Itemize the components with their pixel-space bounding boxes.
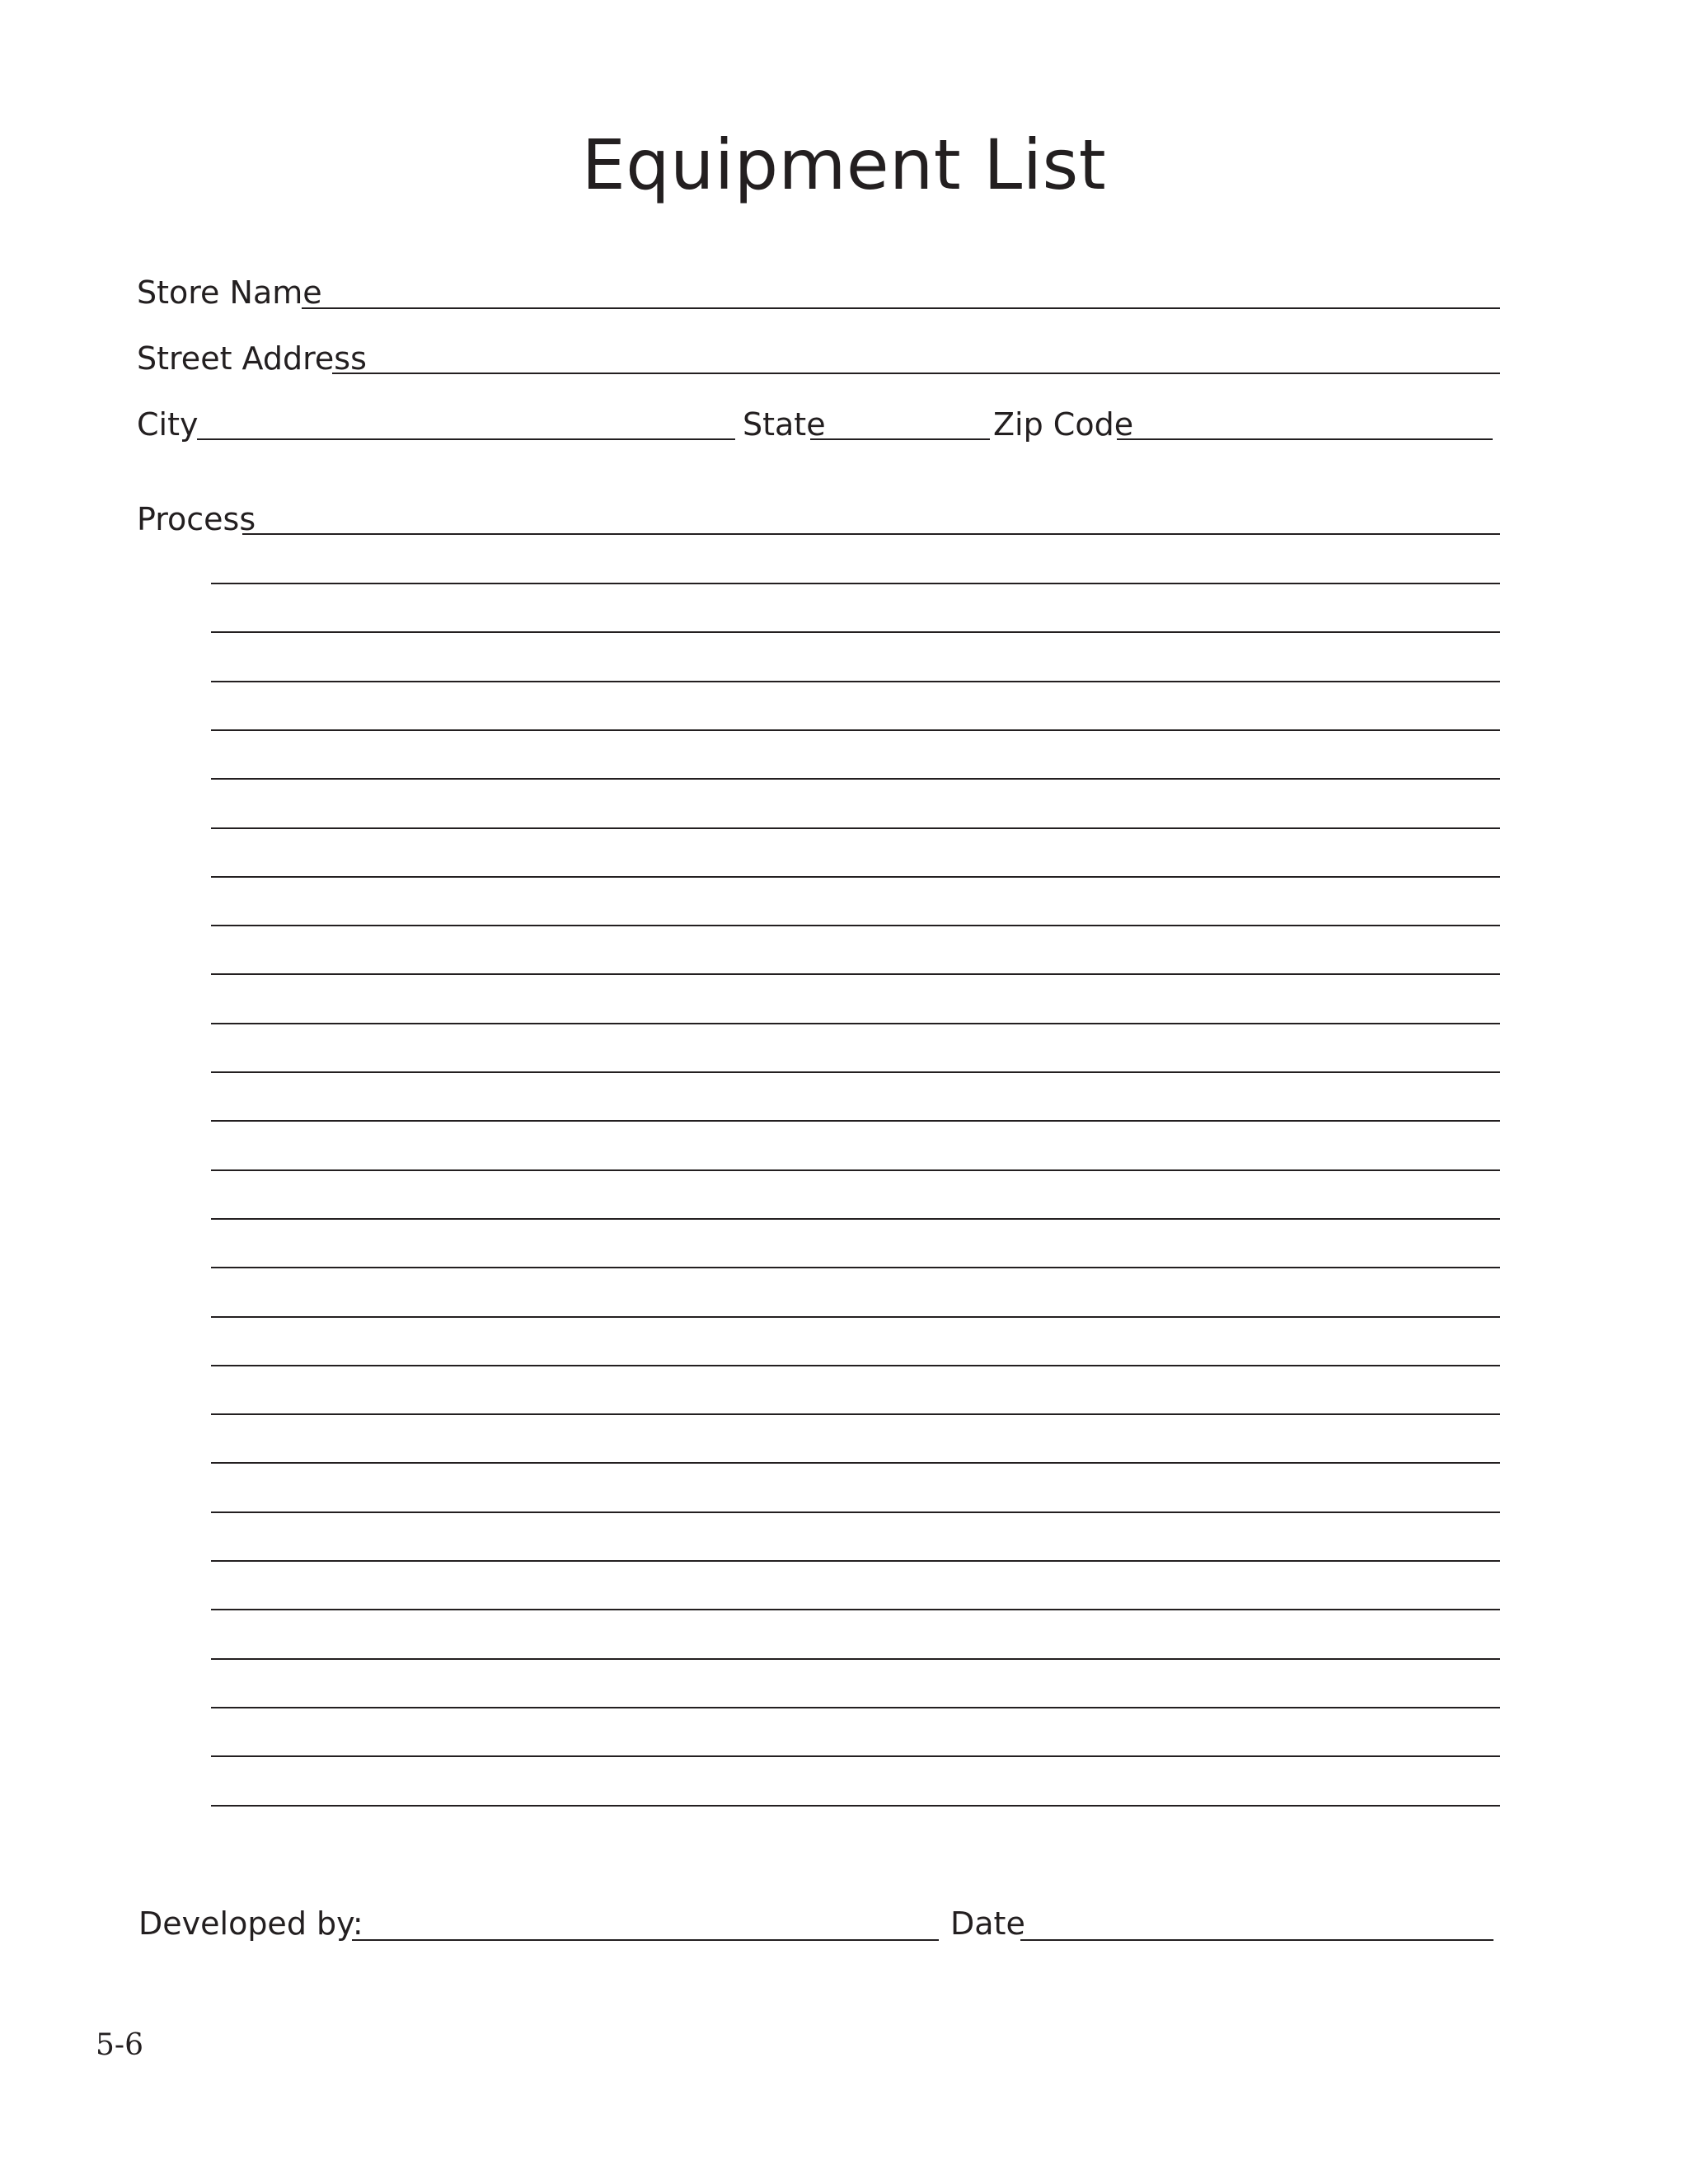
process-line-field[interactable]: [213, 1723, 1498, 1756]
process-line: [211, 1267, 1500, 1268]
process-line: [211, 1413, 1500, 1415]
process-line: [211, 1609, 1500, 1610]
process-line-field[interactable]: [213, 649, 1498, 682]
process-line-field[interactable]: [213, 1039, 1498, 1072]
date-field[interactable]: [1022, 1907, 1492, 1940]
process-line-field[interactable]: [213, 1088, 1498, 1121]
process-line: [211, 1218, 1500, 1220]
process-field[interactable]: [244, 502, 1498, 535]
process-line: [211, 1071, 1500, 1073]
process-line-field[interactable]: [213, 599, 1498, 632]
process-line: [211, 1511, 1500, 1513]
process-line: [211, 1658, 1500, 1660]
process-line-field[interactable]: [213, 697, 1498, 730]
process-underline: [242, 533, 1500, 535]
developed-by-label: Developed by:: [138, 1905, 363, 1942]
developed-by-underline: [352, 1939, 939, 1941]
process-line: [211, 631, 1500, 633]
city-field[interactable]: [199, 407, 734, 440]
process-line-field[interactable]: [213, 991, 1498, 1024]
street-address-label: Street Address: [137, 340, 367, 377]
process-line-field[interactable]: [213, 1235, 1498, 1268]
process-line-field[interactable]: [213, 795, 1498, 828]
process-line: [211, 729, 1500, 731]
store-name-underline: [302, 307, 1500, 309]
process-line-field[interactable]: [213, 1528, 1498, 1561]
process-line-field[interactable]: [213, 1577, 1498, 1610]
date-underline: [1020, 1939, 1493, 1941]
zip-code-label: Zip Code: [993, 406, 1134, 443]
date-label: Date: [950, 1905, 1025, 1942]
process-line-field[interactable]: [213, 746, 1498, 779]
process-line-field[interactable]: [213, 1479, 1498, 1512]
process-line: [211, 876, 1500, 878]
process-line: [211, 681, 1500, 682]
process-line: [211, 1755, 1500, 1757]
state-underline: [810, 438, 990, 440]
street-address-underline: [332, 373, 1500, 374]
process-line: [211, 1707, 1500, 1708]
process-line-field[interactable]: [213, 844, 1498, 877]
process-line: [211, 1365, 1500, 1366]
city-underline: [197, 438, 735, 440]
process-line: [211, 583, 1500, 584]
process-line-field[interactable]: [213, 1284, 1498, 1317]
state-label: State: [743, 406, 826, 443]
process-label: Process: [137, 501, 256, 537]
process-line-field[interactable]: [213, 1430, 1498, 1463]
process-line-field[interactable]: [213, 1675, 1498, 1708]
process-line: [211, 1560, 1500, 1562]
process-line: [211, 1462, 1500, 1464]
process-line: [211, 925, 1500, 926]
process-line: [211, 1316, 1500, 1318]
process-line-field[interactable]: [213, 1381, 1498, 1414]
process-line-field[interactable]: [213, 1626, 1498, 1659]
process-line: [211, 778, 1500, 780]
zip-code-field[interactable]: [1118, 407, 1491, 440]
state-field[interactable]: [812, 407, 988, 440]
process-line: [211, 1169, 1500, 1171]
zip-code-underline: [1117, 438, 1493, 440]
street-address-field[interactable]: [334, 341, 1498, 374]
process-line-field[interactable]: [213, 893, 1498, 926]
process-line-field[interactable]: [213, 1333, 1498, 1366]
city-label: City: [137, 406, 199, 443]
store-name-field[interactable]: [303, 275, 1498, 308]
page-title: Equipment List: [581, 124, 1107, 205]
process-line-field[interactable]: [213, 941, 1498, 974]
store-name-label: Store Name: [137, 274, 322, 311]
process-line: [211, 1120, 1500, 1122]
process-line: [211, 827, 1500, 829]
process-line: [211, 1023, 1500, 1024]
process-line-field[interactable]: [213, 551, 1498, 583]
process-line-field[interactable]: [213, 1137, 1498, 1170]
process-line-field[interactable]: [213, 1773, 1498, 1806]
developed-by-field[interactable]: [354, 1907, 937, 1940]
process-line: [211, 973, 1500, 975]
page-number: 5-6: [96, 2028, 143, 2062]
process-line-field[interactable]: [213, 1186, 1498, 1219]
process-line: [211, 1805, 1500, 1807]
